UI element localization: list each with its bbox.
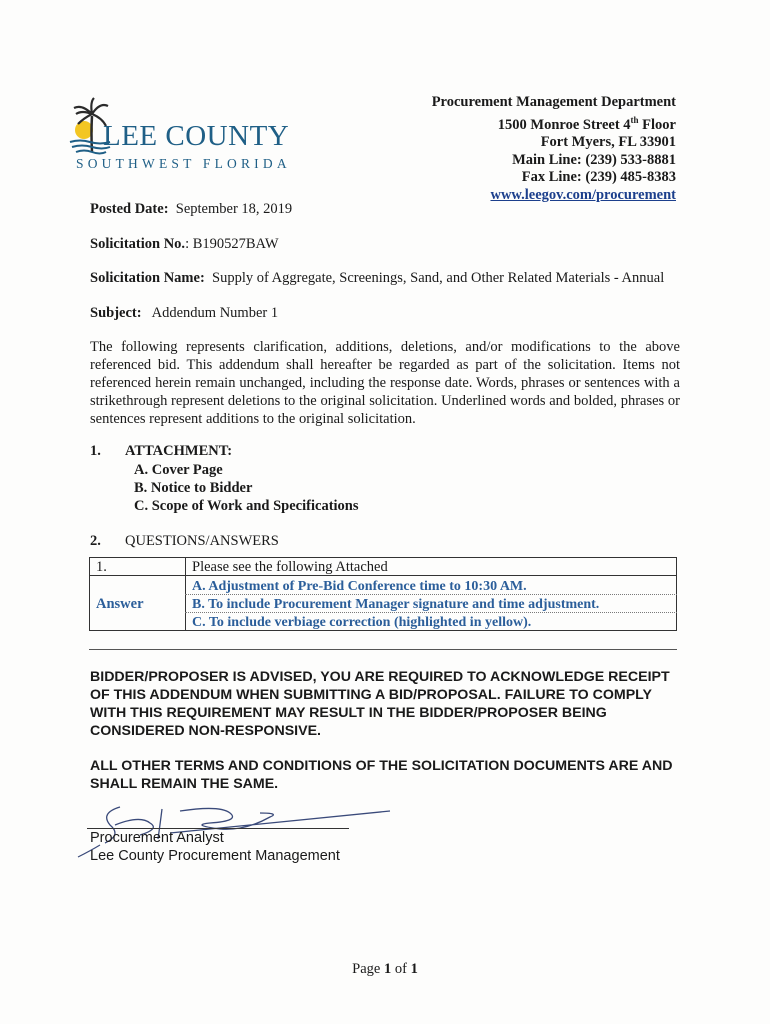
attachment-item: C. Scope of Work and Specifications	[134, 498, 359, 514]
terms-notice: ALL OTHER TERMS AND CONDITIONS OF THE SOLICITATION DOCUMENTS ARE AND SHALL REMAIN THE SAME.	[90, 758, 673, 792]
qa-question: Please see the following Attached	[192, 559, 388, 575]
section-1-title: ATTACHMENT:	[125, 443, 233, 459]
address-block	[346, 94, 676, 204]
answer-item: C. To include verbiage correction (highlighted in yellow).	[192, 615, 532, 630]
section-2-number: 2.	[90, 533, 101, 549]
intro-paragraph: The following represents clarification, additions, deletions, and/or modifications to the above referenced bid. This addendum shall hereafter be regarded as part of the solicitation. Items not referenced herein remain unchanged, including the response date. Words, phrases or sentences with a strikethrough represent deletions to the original solicitation. Underlined words and bolded, phrases or sentences represent additions to the original solicitation.	[90, 339, 680, 427]
attachment-item: A. Cover Page	[134, 462, 223, 478]
department-name: Procurement Management Department	[431, 94, 676, 110]
solicitation-number: Solicitation No.: B190527BAW	[90, 236, 279, 252]
logo-tagline: SOUTHWEST FLORIDA	[76, 156, 291, 171]
subject: Subject: Addendum Number 1	[90, 305, 279, 321]
qa-answers	[192, 578, 599, 632]
website-link[interactable]: www.leegov.com/procurement	[490, 186, 676, 203]
signer-title: Procurement Analyst	[90, 830, 224, 846]
page-number: Page 1 of 1	[352, 961, 418, 977]
signer-org: Lee County Procurement Management	[90, 848, 340, 864]
qa-table	[89, 557, 677, 631]
acknowledgement-notice: BIDDER/PROPOSER IS ADVISED, YOU ARE REQUIRED TO ACKNOWLEDGE RECEIPT OF THIS ADDENDUM WHEN SUBMITTING A BID/PROPOSAL. FAILURE TO COMPLY WITH THIS REQUIREMENT MAY RESULT IN THE BIDDER/PROPOSER BEING CONSIDERED NON-RESPONSIVE.	[90, 669, 670, 739]
answer-item: A. Adjustment of Pre-Bid Conference time to 10:30 AM.	[192, 579, 527, 594]
attachment-item: B. Notice to Bidder	[134, 480, 253, 496]
answer-item: B. To include Procurement Manager signature and time adjustment.	[192, 597, 600, 612]
signature-block	[90, 829, 340, 865]
fax-phone: Fax Line: (239) 485-8383	[521, 169, 676, 186]
section-2-title: QUESTIONS/ANSWERS	[125, 533, 279, 549]
main-phone: Main Line: (239) 533-8881	[512, 151, 676, 168]
posted-date: Posted Date: September 18, 2019	[90, 201, 293, 217]
section-1-number: 1.	[90, 443, 101, 459]
qa-row-number: 1.	[96, 559, 107, 575]
qa-answer-label: Answer	[96, 596, 144, 612]
logo-name: LEE COUNTY	[103, 120, 290, 152]
attachment-list	[134, 461, 359, 515]
solicitation-name: Solicitation Name: Supply of Aggregate, Screenings, Sand, and Other Related Materials - Annual	[90, 270, 665, 286]
city-state-zip: Fort Myers, FL 33901	[540, 134, 676, 151]
divider	[89, 649, 677, 650]
street-address: 1500 Monroe Street 4th Floor	[497, 114, 676, 133]
